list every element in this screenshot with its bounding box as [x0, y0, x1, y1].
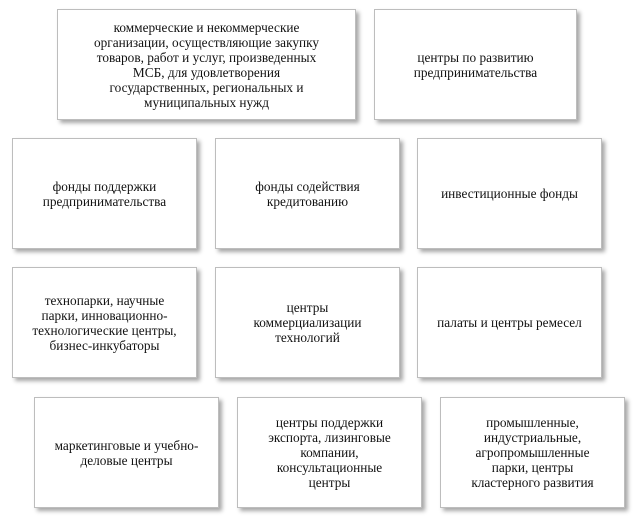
box-investment-funds	[417, 138, 602, 249]
box-export-centers	[237, 397, 422, 508]
box-credit-funds	[215, 138, 400, 249]
box-entrepreneurship-centers-text: центры по развитию предпринимательства	[413, 49, 538, 80]
box-credit-funds-text: фонды содействия кредитованию	[255, 178, 360, 209]
box-procurement-organizations	[57, 9, 356, 120]
box-investment-funds-text: инвестиционные фонды	[441, 186, 578, 201]
box-marketing-centers-text: маркетинговые и учебно- деловые центры	[54, 437, 199, 468]
box-export-centers-text: центры поддержки экспорта, лизинговые компании, консультационные центры	[268, 415, 391, 490]
box-procurement-organizations-text: коммерческие и некоммерческие организации, осуществляющие закупку товаров, работ и услуг, произведенных МСБ, для удовлетворения государственных, региональных и муниципальных нужд	[93, 19, 320, 110]
box-craft-chambers-text: палаты и центры ремесел	[437, 315, 582, 330]
box-industrial-parks-text: промышленные, индустриальные, агропромышленные парки, центры кластерного развития	[471, 415, 594, 490]
box-technoparks	[12, 267, 197, 378]
box-entrepreneurship-centers	[374, 9, 577, 120]
box-support-funds-text: фонды поддержки предпринимательства	[42, 178, 167, 209]
box-commercialization-centers	[215, 267, 400, 378]
box-marketing-centers	[34, 397, 219, 508]
box-commercialization-centers-text: центры коммерциализации технологий	[253, 300, 362, 345]
box-craft-chambers	[417, 267, 602, 378]
box-technoparks-text: технопарки, научные парки, инновационно- технологические центры, бизнес-инкубаторы	[32, 292, 177, 353]
box-industrial-parks	[440, 397, 625, 508]
box-support-funds	[12, 138, 197, 249]
